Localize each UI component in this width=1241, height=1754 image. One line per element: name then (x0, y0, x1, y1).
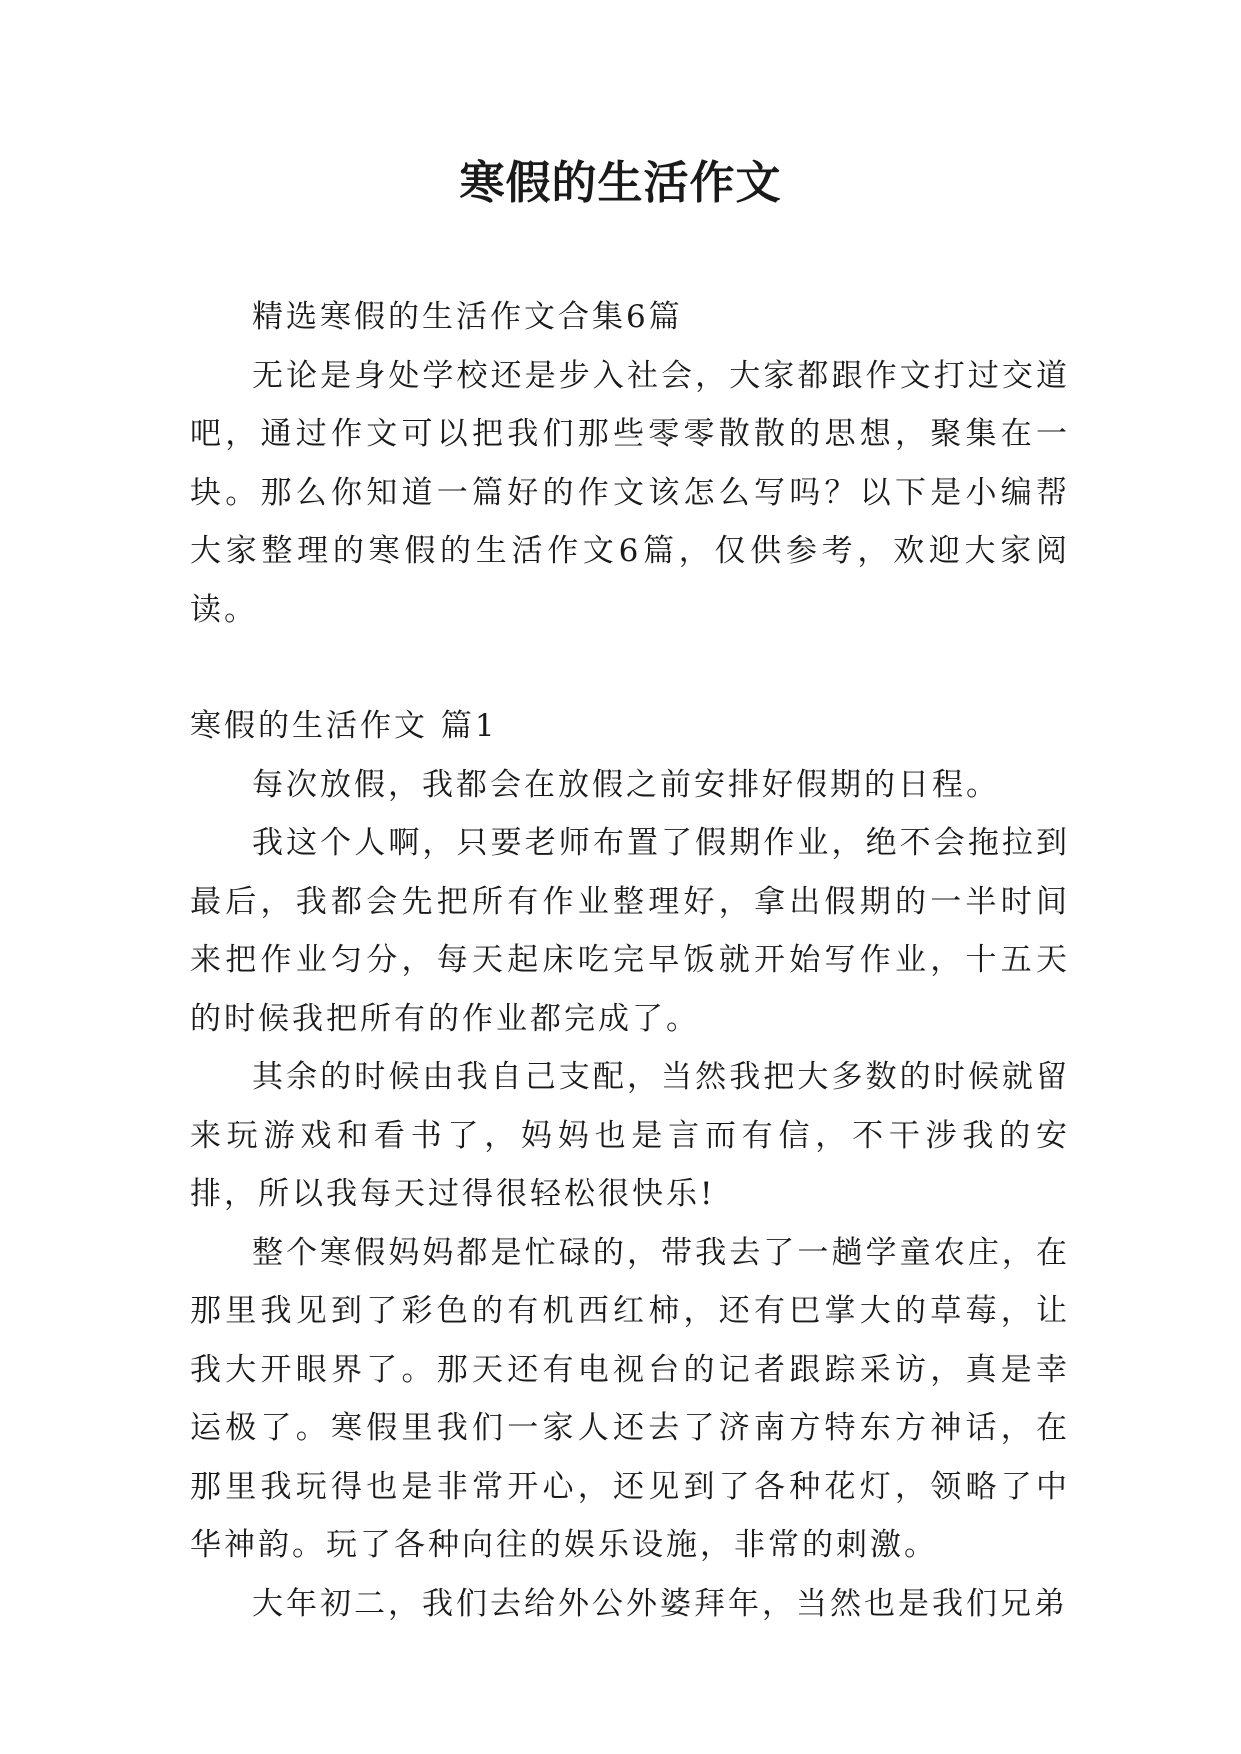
body-paragraph-2: 我这个人啊，只要老师布置了假期作业，绝不会拖拉到最后，我都会先把所有作业整理好，拿出假期的一半时间来把作业匀分，每天起床吃完早饭就开始写作业，十五天的时候我把所有的作业都完成了。 (190, 825, 1070, 1037)
body-paragraph-4: 整个寒假妈妈都是忙碌的，带我去了一趟学童农庄，在那里我见到了彩色的有机西红柿，还有巴掌大的草莓，让我大开眼界了。那天还有电视台的记者跟踪采访，真是幸运极了。寒假里我们一家人还去了济南方特东方神话，在那里我玩得也是非常开心，还见到了各种花灯，领略了中华神韵。玩了各种向往的娱乐设施，非常的刺激。 (190, 1234, 1070, 1563)
intro-paragraph: 无论是身处学校还是步入社会，大家都跟作文打过交道吧，通过作文可以把我们那些零零散散的思想，聚集在一块。那么你知道一篇好的作文该怎么写吗？以下是小编帮大家整理的寒假的生活作文6篇，仅供参考，欢迎大家阅读。 (190, 357, 1070, 628)
document-subtitle: 精选寒假的生活作文合集6篇 (252, 299, 683, 335)
body-paragraph-1: 每次放假，我都会在放假之前安排好假期的日程。 (252, 766, 1000, 803)
document-body (190, 288, 1070, 1633)
body-paragraph-3: 其余的时候由我自己支配，当然我把大多数的时候就留来玩游戏和看书了，妈妈也是言而有信，不干涉我的安排，所以我每天过得很轻松很快乐! (190, 1059, 1070, 1212)
body-paragraph-5: 大年初二，我们去给外公外婆拜年，当然也是我们兄弟 (252, 1585, 1068, 1622)
section-heading: 寒假的生活作文 篇1 (190, 708, 498, 744)
document-title: 寒假的生活作文 (459, 156, 782, 209)
